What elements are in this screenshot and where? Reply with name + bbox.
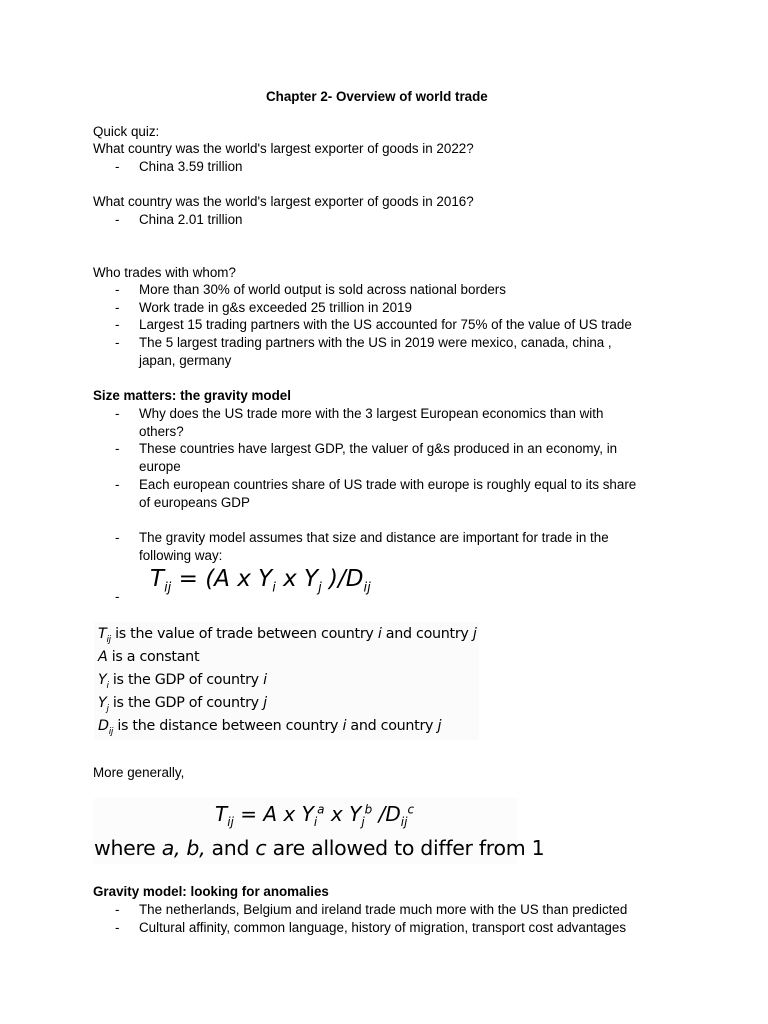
- list-item-continuation: of europeans GDP: [139, 495, 250, 510]
- variable-definitions: [94, 622, 479, 740]
- bullet-dash: -: [115, 920, 120, 935]
- list-item: The 5 largest trading partners with the US in 2019 were mexico, canada, china ,: [139, 335, 612, 350]
- list-item: Largest 15 trading partners with the US accounted for 75% of the value of US trade: [139, 317, 632, 332]
- list-item: Why does the US trade more with the 3 largest European economics than with: [139, 406, 604, 421]
- list-item: More than 30% of world output is sold across national borders: [139, 282, 506, 297]
- definition-a: A is a constant: [98, 649, 200, 665]
- bullet-dash: -: [115, 335, 120, 350]
- section-heading-anomalies: Gravity model: looking for anomalies: [93, 884, 329, 899]
- bullet-dash: -: [115, 530, 120, 545]
- bullet-dash: -: [115, 212, 120, 227]
- gravity-formula: $T_{ij} = (A$ x $Y_i$ x $Y_j$ )$/D_{ij}$: [150, 566, 371, 596]
- list-item: The gravity model assumes that size and distance are important for trade in the: [139, 530, 609, 545]
- bullet-dash: -: [115, 282, 120, 297]
- section-heading-gravity: Size matters: the gravity model: [93, 388, 291, 403]
- quiz-question-2: What country was the world's largest exporter of goods in 2016?: [93, 194, 474, 209]
- bullet-dash: -: [115, 441, 120, 456]
- list-item-continuation: japan, germany: [139, 353, 232, 368]
- bullet-dash: -: [115, 477, 120, 492]
- list-item-continuation: others?: [139, 424, 184, 439]
- list-item: Cultural affinity, common language, history of migration, transport cost advantages: [139, 920, 627, 935]
- quiz-answer-1: China 3.59 trillion: [139, 159, 243, 174]
- quiz-answer-2: China 2.01 trillion: [139, 212, 243, 227]
- general-formula-image: [94, 798, 545, 864]
- bullet-dash: -: [115, 317, 120, 332]
- bullet-dash: -: [115, 300, 120, 315]
- quiz-question-1: What country was the world's largest exporter of goods in 2022?: [93, 141, 474, 156]
- definition-dij: $D_{ij}$ is the distance between country i and country j: [98, 718, 442, 737]
- formula-caption: where a, b, and c are allowed to differ from 1: [94, 836, 545, 860]
- list-item-continuation: following way:: [139, 548, 223, 563]
- quiz-label: Quick quiz:: [93, 124, 160, 139]
- bullet-dash: -: [115, 159, 120, 174]
- list-item: Work trade in g&s exceeded 25 trillion in 2019: [139, 300, 412, 315]
- definition-yi: $Y_i$ is the GDP of country i: [98, 672, 267, 691]
- list-item-continuation: europe: [139, 459, 181, 474]
- list-item: Each european countries share of US trade with europe is roughly equal to its share: [139, 477, 637, 492]
- list-item: These countries have largest GDP, the valuer of g&s produced in an economy, in: [139, 441, 618, 456]
- page-title: Chapter 2- Overview of world trade: [266, 89, 488, 104]
- bullet-dash: -: [115, 902, 120, 917]
- bullet-dash: -: [115, 406, 120, 421]
- general-formula: $T_{ij} = A$ x $Y_i^a$ x $Y_j^b$ $/D_{ij}^c$: [215, 802, 415, 829]
- bullet-dash: -: [115, 589, 120, 604]
- section-heading-who-trades: Who trades with whom?: [93, 265, 236, 280]
- definition-tij: $T_{ij}$ is the value of trade between country i and country j: [98, 626, 477, 645]
- more-generally-label: More generally,: [93, 765, 185, 780]
- list-item: The netherlands, Belgium and ireland trade much more with the US than predicted: [139, 902, 628, 917]
- definition-yj: $Y_j$ is the GDP of country j: [98, 695, 267, 714]
